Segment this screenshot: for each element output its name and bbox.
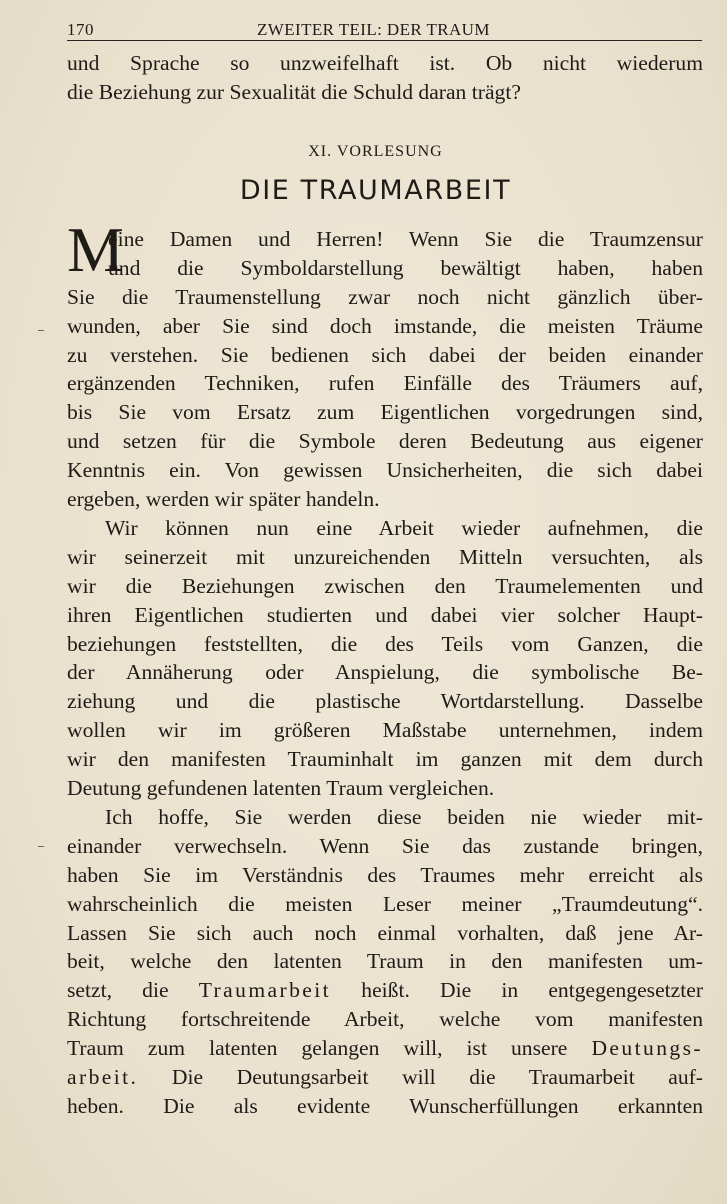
- text-line: beit, welche den latenten Traum in den manifesten um-: [67, 949, 703, 974]
- text-line: ergänzenden Techniken, rufen Einfälle des Träumers auf,: [67, 371, 703, 396]
- text-line: ihren Eigentlichen studierten und dabei vier solcher Haupt-: [67, 602, 703, 627]
- text-line: beziehungen feststellten, die des Teils vom Ganzen, die: [67, 631, 703, 656]
- text-line: Ich hoffe, Sie werden diese beiden nie wieder mit-: [105, 805, 703, 829]
- text-line: und Sprache so unzweifelhaft ist. Ob nicht wiederum: [67, 51, 703, 75]
- text-line: die Beziehung zur Sexualität die Schuld daran trägt?: [67, 79, 521, 104]
- margin-mark: [38, 330, 44, 331]
- text-line: zu verstehen. Sie bedienen sich dabei der beiden einander: [67, 342, 703, 367]
- text-line: Deutung gefundenen latenten Traum vergleichen.: [67, 776, 495, 801]
- emphasized-term: Traumarbeit: [198, 978, 332, 1003]
- emphasized-term: arbeit.: [67, 1065, 139, 1090]
- text-line: wahrscheinlich die meisten Leser meiner „Traumdeutung“.: [67, 891, 703, 916]
- text-line: Richtung fortschreitende Arbeit, welche vom manifesten: [67, 1007, 703, 1032]
- text-line: und die Symboldarstellung bewältigt haben, haben: [108, 255, 703, 280]
- text-line: bis Sie vom Ersatz zum Eigentlichen vorgedrungen sind,: [67, 400, 703, 425]
- text-line: wir die Beziehungen zwischen den Traumelementen und: [67, 573, 703, 598]
- text-line: heben. Die als evidente Wunscherfüllungen erkannten: [67, 1093, 703, 1118]
- text-line: Kenntnis ein. Von gewissen Unsicherheiten, die sich dabei: [67, 458, 703, 483]
- paragraph-2: [67, 514, 703, 803]
- paragraph-1: [67, 225, 703, 514]
- text-run: setzt, die: [67, 978, 169, 1003]
- drop-cap: M: [67, 214, 124, 285]
- running-head: [67, 18, 702, 41]
- text-line: wir den manifesten Trauminhalt im ganzen mit dem durch: [67, 747, 703, 772]
- lecture-heading: XI. VORLESUNG: [308, 143, 443, 160]
- text-line: [67, 1063, 703, 1092]
- chapter-title: DIE TRAUMARBEIT: [239, 175, 512, 206]
- text-line: ergeben, werden wir später handeln.: [67, 487, 380, 512]
- margin-mark: [38, 846, 44, 847]
- text-line: [67, 976, 703, 1005]
- text-line: einander verwechseln. Wenn Sie das zustande bringen,: [67, 833, 703, 858]
- text-line: eine Damen und Herren! Wenn Sie die Traumzensur: [108, 227, 703, 251]
- paragraph-3: [67, 803, 703, 1121]
- emphasized-term: Deutungs-: [591, 1036, 703, 1061]
- continuation-text: [67, 49, 703, 107]
- text-line: wollen wir im größeren Maßstabe unternehmen, indem: [67, 718, 703, 743]
- text-line: ziehung und die plastische Wortdarstellung. Dasselbe: [67, 689, 703, 714]
- text-line: [67, 1034, 703, 1063]
- text-line: der Annäherung oder Anspielung, die symbolische Be-: [67, 660, 703, 685]
- text-line: haben Sie im Verständnis des Traumes mehr erreicht als: [67, 862, 703, 887]
- text-line: Lassen Sie sich auch noch einmal vorhalten, daß jene Ar-: [67, 920, 703, 945]
- text-run: heißt. Die in entgegengesetzter: [361, 978, 704, 1003]
- text-run: Die Deutungsarbeit will die Traumarbeit auf-: [171, 1065, 703, 1090]
- text-run: Traum zum latenten gelangen will, ist unsere: [67, 1036, 568, 1061]
- text-line: Wir können nun eine Arbeit wieder aufnehmen, die: [105, 516, 703, 540]
- page-number: 170: [67, 20, 94, 39]
- text-line: wir seinerzeit mit unzureichenden Mitteln versuchten, als: [67, 544, 703, 569]
- running-head-title: ZWEITER TEIL: DER TRAUM: [257, 20, 490, 39]
- text-line: wunden, aber Sie sind doch imstande, die meisten Träume: [67, 313, 703, 338]
- text-line: Sie die Traumenstellung zwar noch nicht gänzlich über-: [67, 284, 703, 309]
- text-line: und setzen für die Symbole deren Bedeutung aus eigener: [67, 429, 703, 454]
